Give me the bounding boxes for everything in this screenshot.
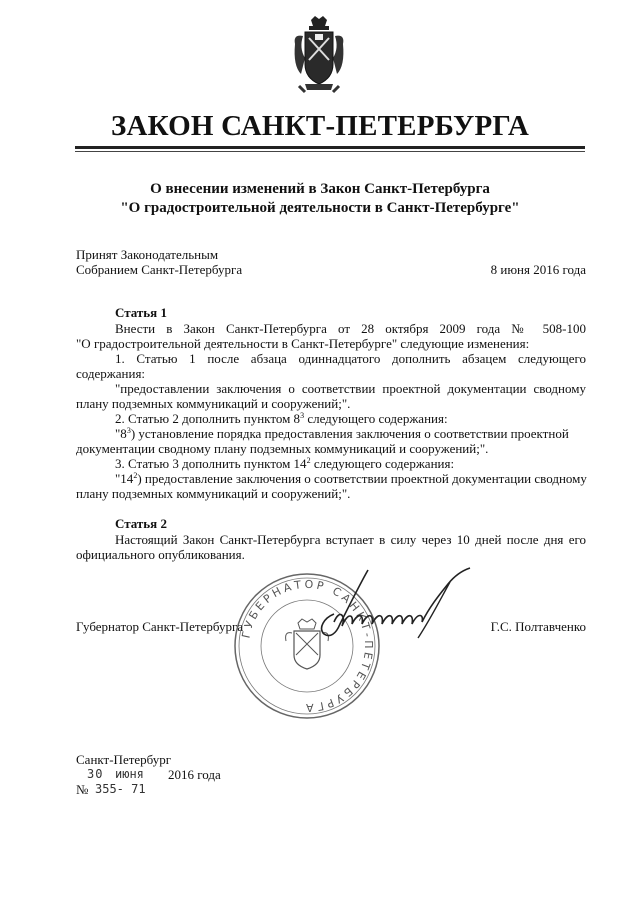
article-1-line: документации сводному плану подземных коммуникаций и сооружений;". [76,441,489,456]
article-2-line: Настоящий Закон Санкт-Петербурга вступает в силу через 10 дней после дня его [115,532,586,547]
article-1-line: "$8^3$) установление порядка предоставления заключения о соответствии проектной [115,426,569,441]
law-title: ЗАКОН САНКТ-ПЕТЕРБУРГА [110,110,530,142]
article-1-line: 2. Статью 2 дополнить пунктом $8^3$ следующего содержания: [115,411,448,426]
signature-scribble [300,564,480,644]
handwritten-day: 30 [87,767,104,781]
article-1-line: "$14^2$) предоставление заключения о соответствии проектной документации сводному [115,471,587,486]
handwritten-law-number: 355- 71 [95,782,146,796]
article-1-line: "предоставлении заключения о соответствии проектной документации сводному [115,381,586,396]
law-number-prefix: № [76,782,89,797]
article-1-line: Внести в Закон Санкт-Петербурга от 28 октября 2009 года № 508-100 [115,321,586,336]
signing-year: 2016 года [168,767,221,782]
signatory-name: Г.С. Полтавченко [490,619,586,634]
adopted-by-line2: Собранием Санкт-Петербурга [76,262,243,277]
article-1-line: содержания: [76,366,146,381]
signatory-position: Губернатор Санкт-Петербурга [76,619,244,634]
seal-text: ГУБЕРНАТОР САНКТ-ПЕТЕРБУРГА [239,577,376,715]
document-subtitle-line1: О внесении изменений в Закон Санкт-Петербурга [150,181,490,197]
article-2-line: официального опубликования. [76,547,245,562]
handwritten-month: июня [115,767,144,781]
article-1-line: 1. Статью 1 после абзаца одиннадцатого дополнить абзацем следующего [115,351,586,366]
adoption-date: 8 июня 2016 года [490,262,586,277]
place-of-signing: Санкт-Петербург [76,752,172,767]
article-2-heading: Статья 2 [115,516,167,531]
title-rule-thick [75,146,585,149]
title-rule-thin [75,151,585,152]
adopted-by-line1: Принят Законодательным [76,247,219,262]
article-1-line: плану подземных коммуникаций и сооружений;". [76,396,351,411]
article-1-heading: Статья 1 [115,305,167,320]
article-1-line: 3. Статью 3 дополнить пунктом $14^2$ следующего содержания: [115,456,455,471]
article-1-line: плану подземных коммуникаций и сооружений;". [76,486,351,501]
document-subtitle-line2: "О градостроительной деятельности в Санкт-Петербурге" [120,200,520,216]
coat-of-arms-icon [291,14,347,96]
article-1-line: "О градостроительной деятельности в Санкт-Петербурге" следующие изменения: [76,336,530,351]
